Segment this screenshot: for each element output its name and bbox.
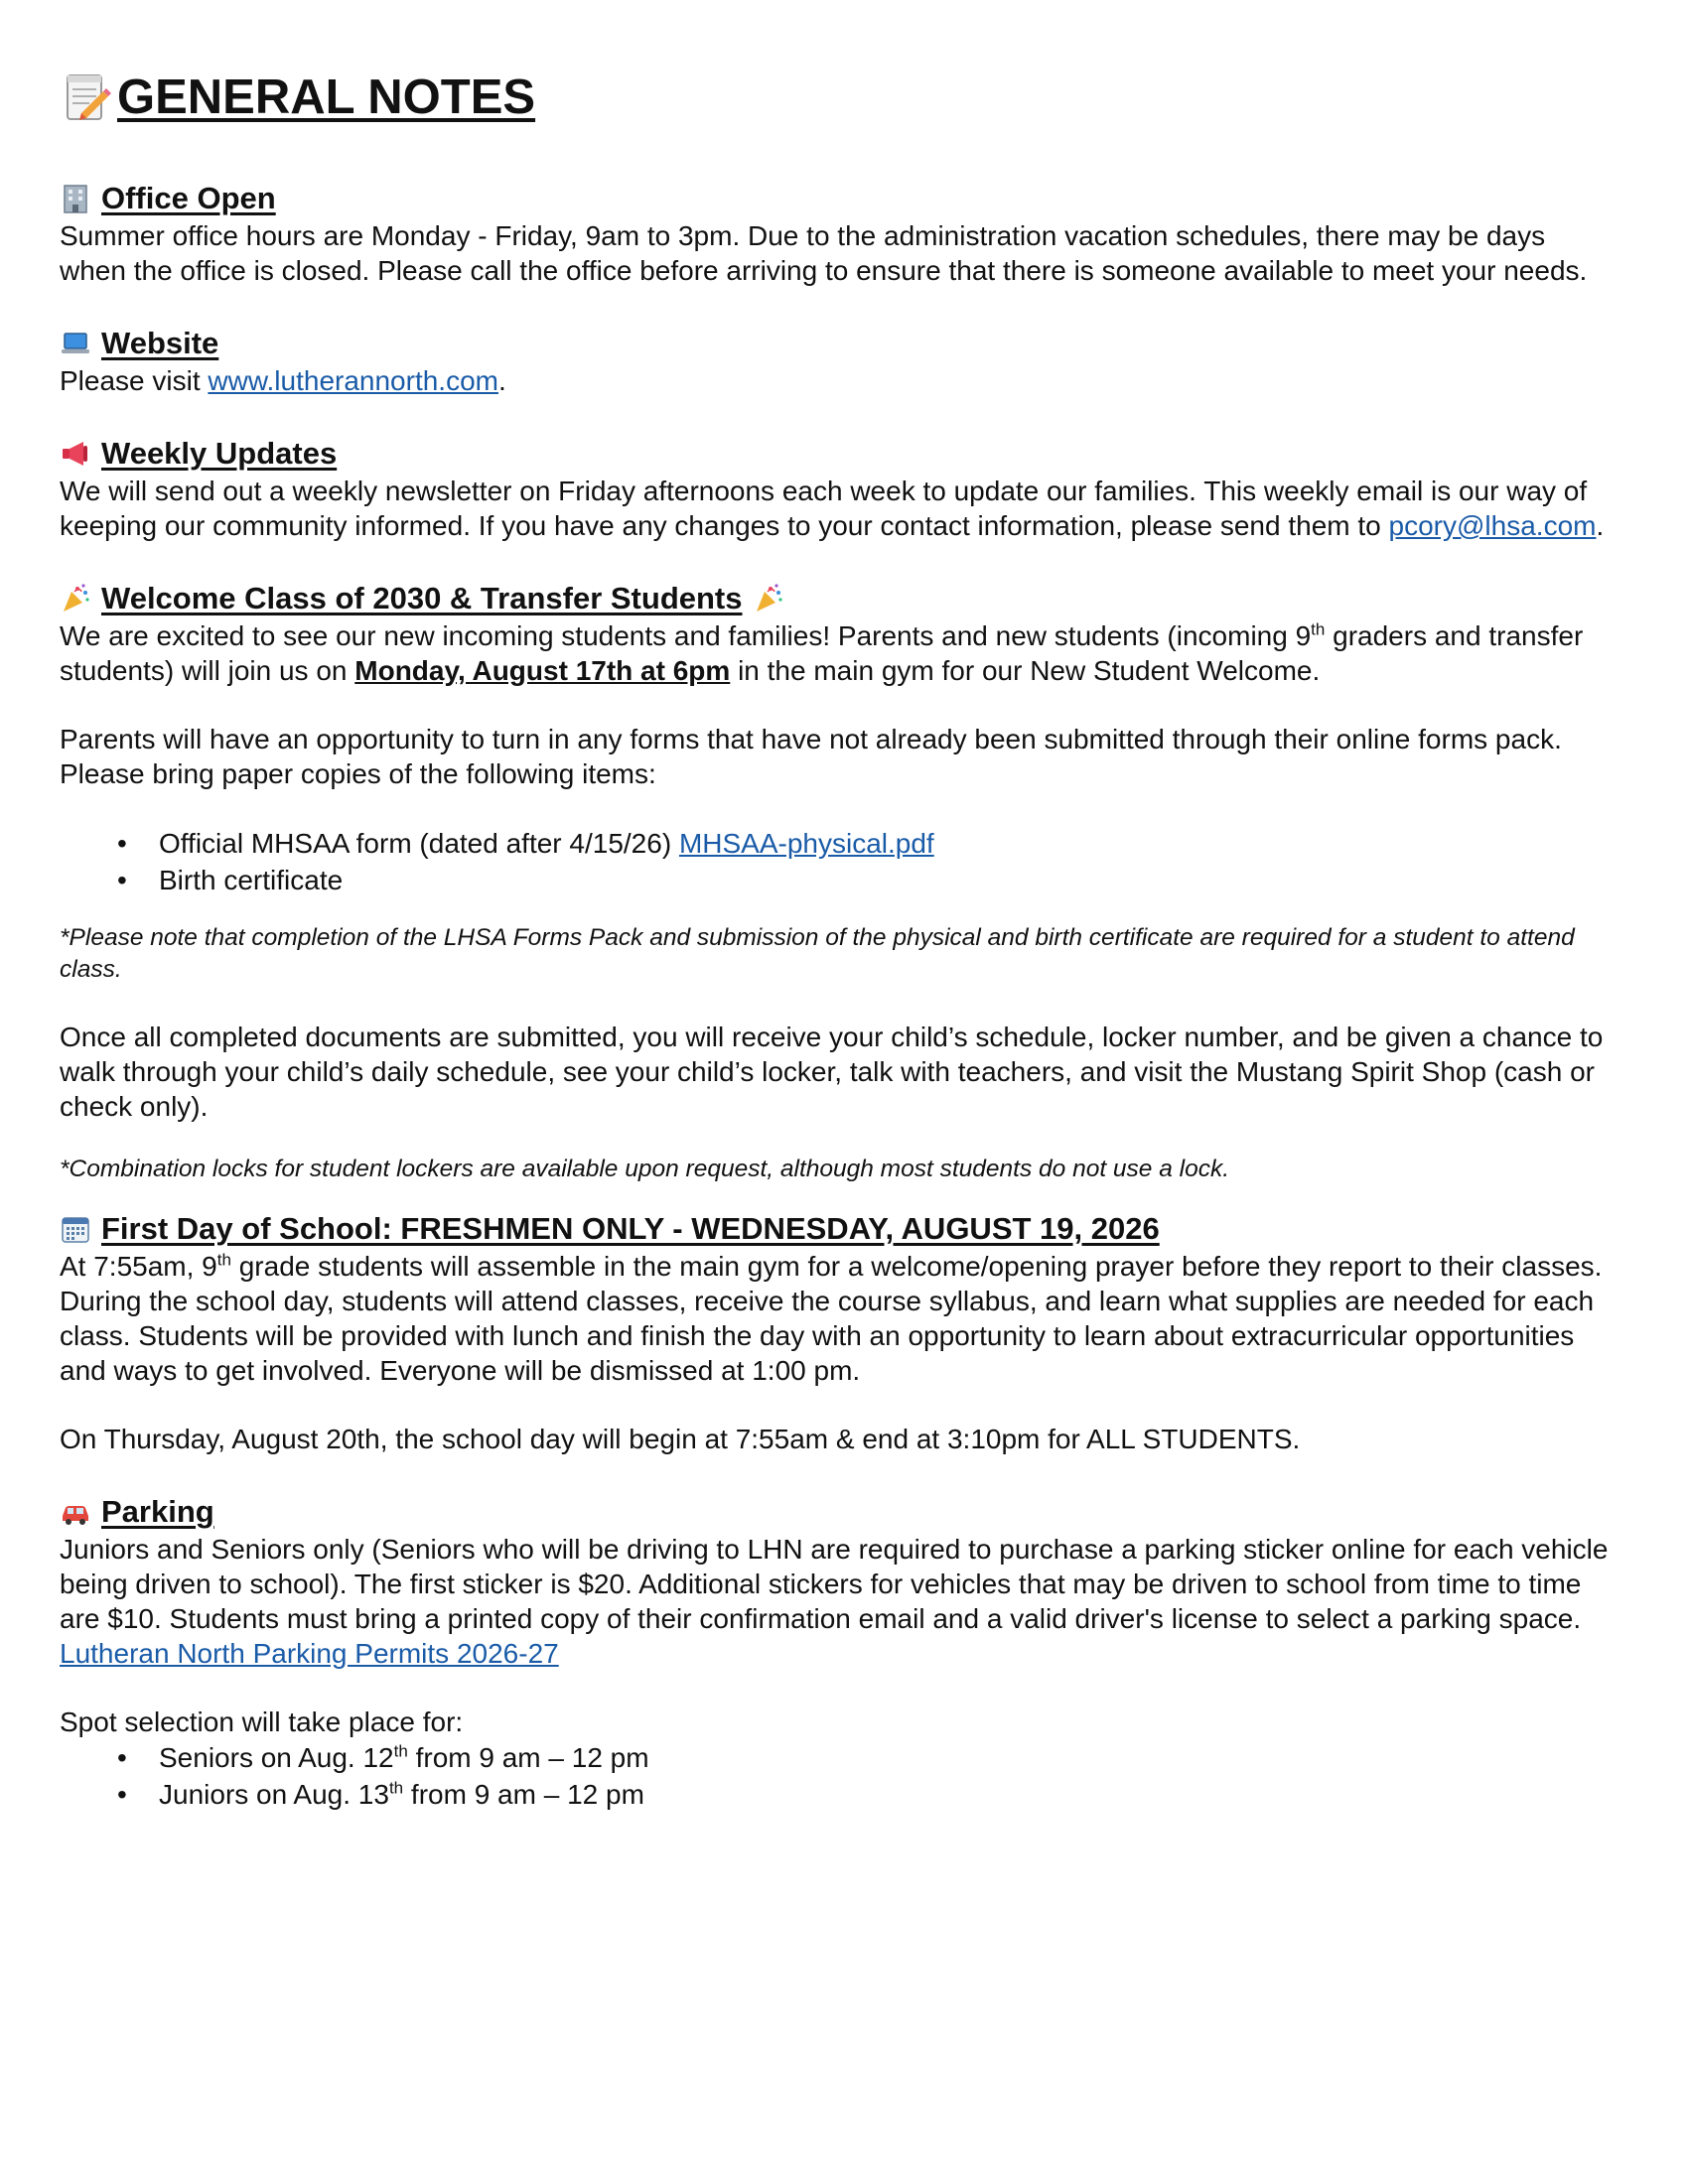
welcome-heading: Welcome Class of 2030 & Transfer Students (101, 581, 743, 615)
website-heading-row (60, 324, 1609, 363)
welcome-intro-b: graders and transfer students) will join us on (60, 620, 1584, 686)
firstday-text-a: At 7:55am, 9 (60, 1251, 217, 1282)
firstday-text-sup: th (216, 1250, 231, 1270)
juniors-date-a: Juniors on Aug. 13 (159, 1779, 389, 1810)
spot-selection-list (60, 1739, 1609, 1813)
welcome-schedule-text: Once all completed documents are submitted, you will receive your child’s schedule, locker number, and be given a chance to walk through your child’s daily schedule, see your child’s locker, talk with teachers, and visit the Mustang Spirit Shop (cash or check only). (60, 1022, 1604, 1122)
section-office (60, 179, 1609, 288)
weekly-suffix: . (1596, 510, 1605, 541)
firstday-heading: First Day of School: FRESHMEN ONLY - WEDNESDAY, AUGUST 19, 2026 (101, 1211, 1160, 1246)
parking-text (60, 1532, 1609, 1671)
firstday-text (60, 1249, 1609, 1388)
welcome-forms-text: Parents will have an opportunity to turn in any forms that have not already been submitted through their online forms pack. Please bring paper copies of the following items: (60, 724, 1562, 789)
website-prefix: Please visit (60, 365, 209, 396)
weekly-heading-row (60, 434, 1609, 474)
party-popper-icon (60, 583, 91, 614)
forms-item-1-text: Official MHSAA form (dated after 4/15/26) (159, 828, 679, 859)
parking-heading-row (60, 1492, 1609, 1532)
welcome-intro-sup: th (1311, 619, 1326, 639)
office-building-icon (60, 183, 91, 214)
juniors-date-b: from 9 am – 12 pm (403, 1779, 644, 1810)
calendar-icon (60, 1213, 91, 1245)
locks-note: *Combination locks for student lockers are available upon request, although most students do not use a lock. (60, 1156, 1230, 1182)
section-weekly (60, 434, 1609, 543)
megaphone-icon (60, 438, 91, 470)
website-suffix: . (497, 365, 506, 396)
website-heading: Website (101, 326, 219, 360)
section-parking (60, 1492, 1609, 1813)
list-item (60, 825, 1609, 862)
firstday-heading-row (60, 1209, 1609, 1249)
spot-selection-intro: Spot selection will take place for: (60, 1706, 464, 1737)
party-popper-icon (753, 583, 784, 614)
website-link[interactable]: www.lutherannorth.com (208, 365, 498, 396)
forms-item-2-text: Birth certificate (159, 865, 344, 895)
weekly-body: We will send out a weekly newsletter on Friday afternoons each week to update our families. This weekly email is our way of keeping our community informed. If you have any changes to your contact information, please send them to (60, 476, 1588, 541)
parking-body: Juniors and Seniors only (Seniors who will be driving to LHN are required to purchase a parking sticker online for each vehicle being driven to school). The first sticker is $20. Additional stickers for vehicles that may be driven to school from time to time are $10. Students must bring a printed copy of their confirmation email and a valid driver's license to select a parking space. (60, 1534, 1609, 1634)
seniors-date-a: Seniors on Aug. 12 (159, 1742, 394, 1773)
memo-icon (60, 71, 111, 123)
welcome-intro-a: We are excited to see our new incoming students and families! Parents and new students (incoming 9 (60, 620, 1312, 651)
office-heading-row (60, 179, 1609, 218)
list-item (60, 1739, 1609, 1776)
list-item (60, 862, 1609, 898)
section-welcome (60, 579, 1609, 1185)
thursday-text: On Thursday, August 20th, the school day will begin at 7:55am & end at 3:10pm for ALL STUDENTS. (60, 1424, 1301, 1454)
car-icon (60, 1496, 91, 1528)
page-title: GENERAL NOTES (117, 70, 536, 124)
weekly-heading: Weekly Updates (101, 436, 338, 471)
section-first-day (60, 1209, 1609, 1456)
title-row (60, 60, 1609, 135)
document-page (60, 60, 1609, 1813)
weekly-email-link[interactable]: pcory@lhsa.com (1388, 510, 1597, 541)
welcome-event-date: Monday, August 17th at 6pm (354, 655, 731, 686)
forms-list (60, 825, 1609, 898)
welcome-heading-row (60, 579, 1609, 618)
website-text (60, 363, 1609, 398)
welcome-intro-c: in the main gym for our New Student Welcome. (730, 655, 1321, 686)
office-heading: Office Open (101, 181, 276, 215)
forms-note: *Please note that completion of the LHSA Forms Pack and submission of the physical and birth certificate are required for a student to attend class. (60, 924, 1575, 983)
welcome-intro (60, 618, 1609, 688)
laptop-icon (60, 328, 91, 359)
mhsaa-physical-link[interactable]: MHSAA-physical.pdf (678, 828, 934, 859)
juniors-date-sup: th (388, 1778, 404, 1798)
weekly-text (60, 474, 1609, 543)
parking-permits-link[interactable]: Lutheran North Parking Permits 2026-27 (60, 1638, 559, 1669)
parking-heading: Parking (101, 1494, 214, 1529)
section-website (60, 324, 1609, 398)
seniors-date-sup: th (393, 1741, 408, 1761)
list-item (60, 1776, 1609, 1813)
seniors-date-b: from 9 am – 12 pm (407, 1742, 649, 1773)
firstday-text-b: grade students will assemble in the main gym for a welcome/opening prayer before they report to their classes. During the school day, students will attend classes, receive the course syllabus, and learn what supplies are needed for each class. Students will be provided with lunch and finish the day with an opportunity to learn about extracurricular opportunities and ways to get involved. Everyone will be dismissed at 1:00 pm. (60, 1251, 1603, 1386)
office-text: Summer office hours are Monday - Friday, 9am to 3pm. Due to the administration vacation schedules, there may be days when the office is closed. Please call the office before arriving to ensure that there is someone available to meet your needs. (60, 220, 1588, 286)
